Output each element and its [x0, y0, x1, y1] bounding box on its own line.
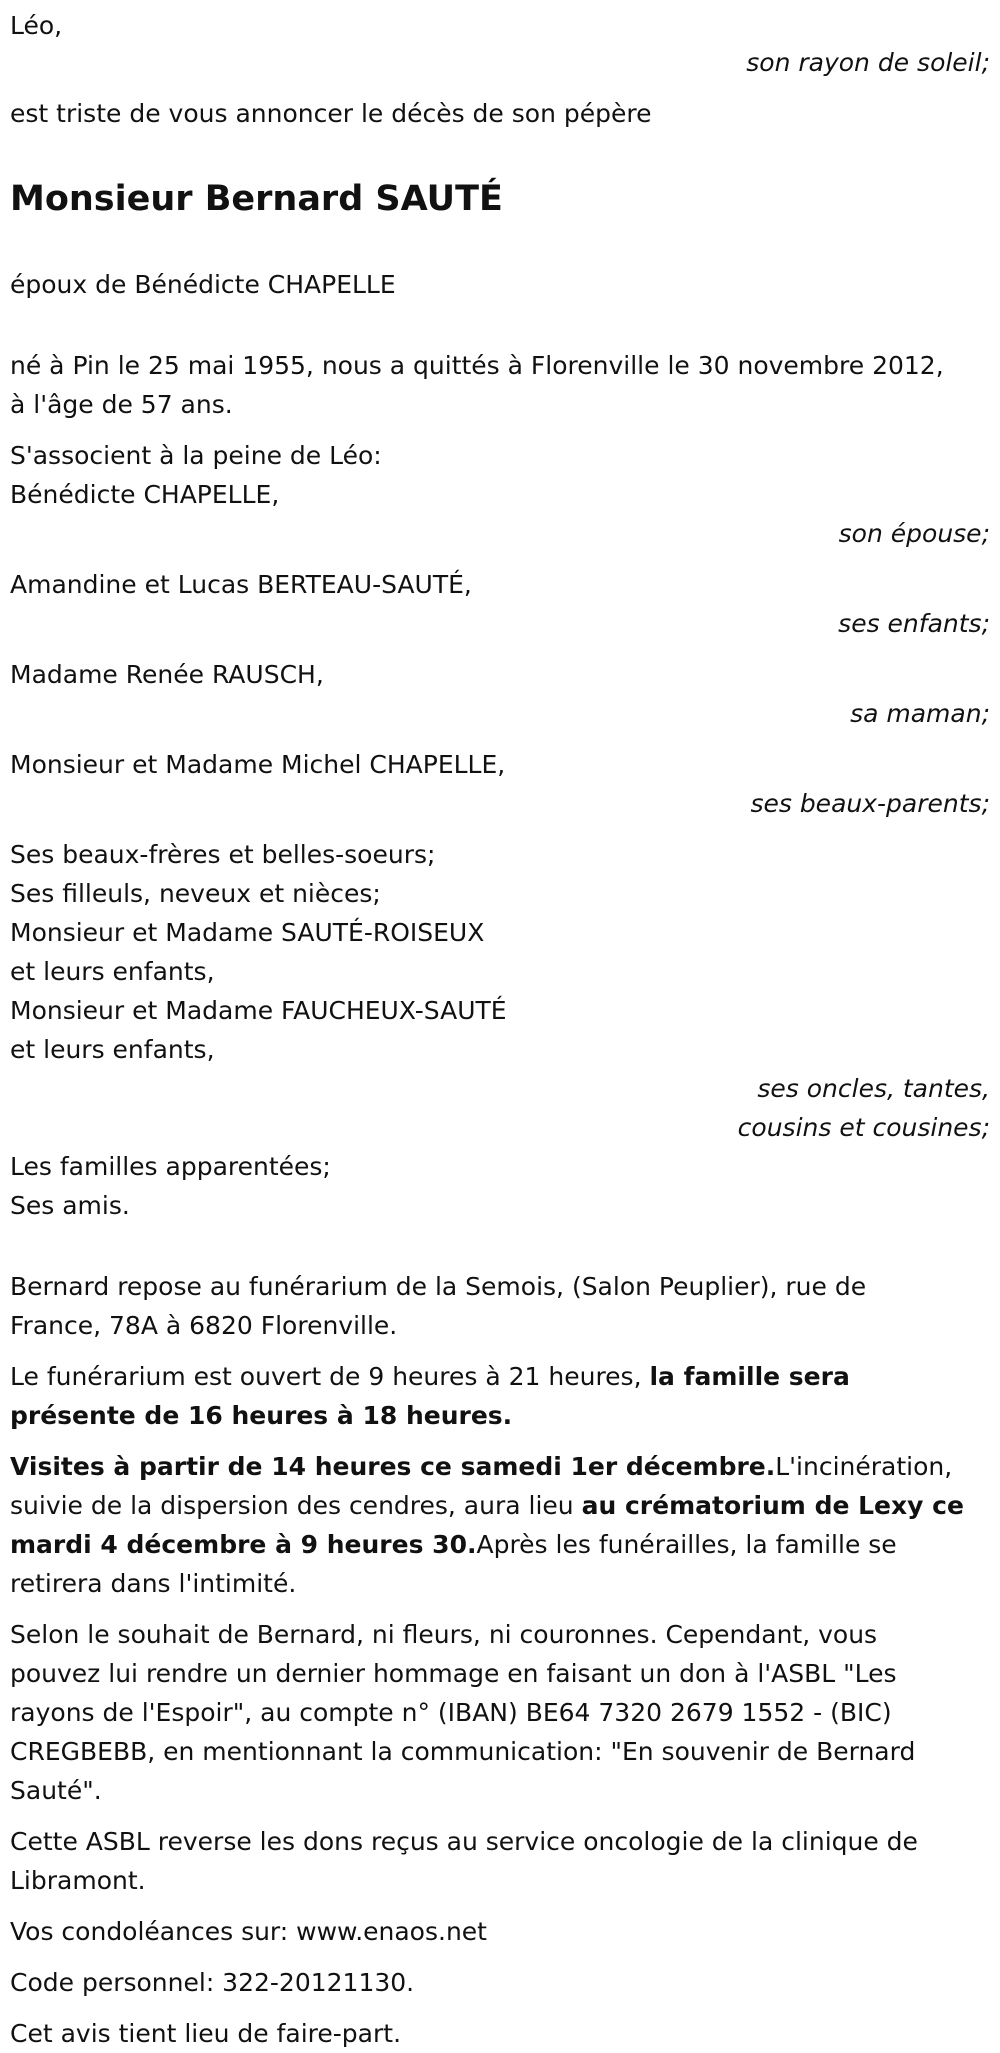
visits-paragraph	[10, 1447, 990, 1603]
visits-line-1	[10, 1447, 990, 1486]
visits-text: Visites à partir de 14 heures ce samedi 1er décembre.	[10, 1452, 776, 1481]
relative-line: Ses beaux-frères et belles-soeurs;	[10, 840, 436, 869]
cremation-text-1: L'incinération,	[775, 1452, 953, 1481]
donation-line-5: Sauté".	[10, 1776, 102, 1805]
mother-name: Madame Renée RAUSCH,	[10, 660, 324, 689]
relative-line: Monsieur et Madame SAUTÉ-ROISEUX	[10, 918, 485, 947]
birth-death-line-1: né à Pin le 25 mai 1955, nous a quittés à Florenville le 30 novembre 2012,	[10, 351, 944, 380]
visits-line-3	[10, 1525, 990, 1564]
personal-code: Code personnel: 322-20121130.	[10, 1968, 415, 1997]
spouse-name: Bénédicte CHAPELLE,	[10, 480, 280, 509]
birth-death-line-2: à l'âge de 57 ans.	[10, 390, 233, 419]
sender-role: son rayon de soleil;	[746, 48, 990, 77]
spouse-role: son épouse;	[838, 519, 990, 548]
families-line: Les familles apparentées;	[10, 1152, 331, 1181]
birth-death-block	[10, 346, 990, 424]
family-presence-text: la famille sera	[649, 1362, 850, 1391]
relative-line: et leurs enfants,	[10, 957, 215, 986]
visits-line-4: retirera dans l'intimité.	[10, 1569, 297, 1598]
donation-line-2: pouvez lui rendre un dernier hommage en faisant un don à l'ASBL "Les	[10, 1659, 897, 1688]
announcement-text: est triste de vous annoncer le décès de son pépère	[10, 99, 652, 128]
asbl-line-1: Cette ASBL reverse les dons reçus au service oncologie de la clinique de	[10, 1827, 918, 1856]
mother-role: sa maman;	[850, 699, 990, 728]
relative-line: Monsieur et Madame FAUCHEUX-SAUTÉ	[10, 996, 507, 1025]
donation-paragraph	[10, 1615, 990, 1810]
asbl-line-2: Libramont.	[10, 1866, 146, 1895]
mourners-intro: S'associent à la peine de Léo:	[10, 441, 382, 470]
mourners-block	[10, 436, 990, 1225]
opening-hours-paragraph	[10, 1357, 990, 1435]
obituary-notice	[10, 6, 990, 2053]
relatives-role-2: cousins et cousines;	[737, 1113, 990, 1142]
donation-line-4: CREGBEBB, en mentionnant la communication: "En souvenir de Bernard	[10, 1737, 916, 1766]
cremation-text-3: Après les funérailles, la famille se	[476, 1530, 897, 1559]
opening-hours-line-1	[10, 1357, 990, 1396]
relatives-role-1: ses oncles, tantes,	[757, 1074, 990, 1103]
condolences-line: Vos condoléances sur: www.enaos.net	[10, 1917, 487, 1946]
opening-hours-text: Le funérarium est ouvert de 9 heures à 21 heures,	[10, 1362, 642, 1391]
sender-name: Léo,	[10, 11, 63, 40]
in-laws-role: ses beaux-parents;	[750, 789, 990, 818]
asbl-paragraph	[10, 1822, 990, 1900]
children-names: Amandine et Lucas BERTEAU-SAUTÉ,	[10, 570, 472, 599]
deceased-name: Monsieur Bernard SAUTÉ	[10, 179, 503, 219]
opening-hours-line-2: présente de 16 heures à 18 heures.	[10, 1401, 513, 1430]
children-role: ses enfants;	[838, 609, 990, 638]
repose-paragraph	[10, 1267, 990, 1345]
friends-line: Ses amis.	[10, 1191, 130, 1220]
repose-line-2: France, 78A à 6820 Florenville.	[10, 1311, 398, 1340]
cremation-text-2: suivie de la dispersion des cendres, aura lieu	[10, 1491, 574, 1520]
in-laws-names: Monsieur et Madame Michel CHAPELLE,	[10, 750, 506, 779]
visits-line-2	[10, 1486, 990, 1525]
notice-line: Cet avis tient lieu de faire-part.	[10, 2019, 402, 2048]
relative-line: et leurs enfants,	[10, 1035, 215, 1064]
cremation-date: mardi 4 décembre à 9 heures 30.	[10, 1530, 477, 1559]
spouse-line: époux de Bénédicte CHAPELLE	[10, 270, 396, 299]
relatives-list	[10, 835, 990, 1069]
repose-line-1: Bernard repose au funérarium de la Semois, (Salon Peuplier), rue de	[10, 1272, 867, 1301]
donation-line-1: Selon le souhait de Bernard, ni fleurs, ni couronnes. Cependant, vous	[10, 1620, 878, 1649]
donation-line-3: rayons de l'Espoir", au compte n° (IBAN) BE64 7320 2679 1552 - (BIC)	[10, 1698, 892, 1727]
relative-line: Ses filleuls, neveux et nièces;	[10, 879, 381, 908]
crematorium-text: au crématorium de Lexy ce	[581, 1491, 964, 1520]
